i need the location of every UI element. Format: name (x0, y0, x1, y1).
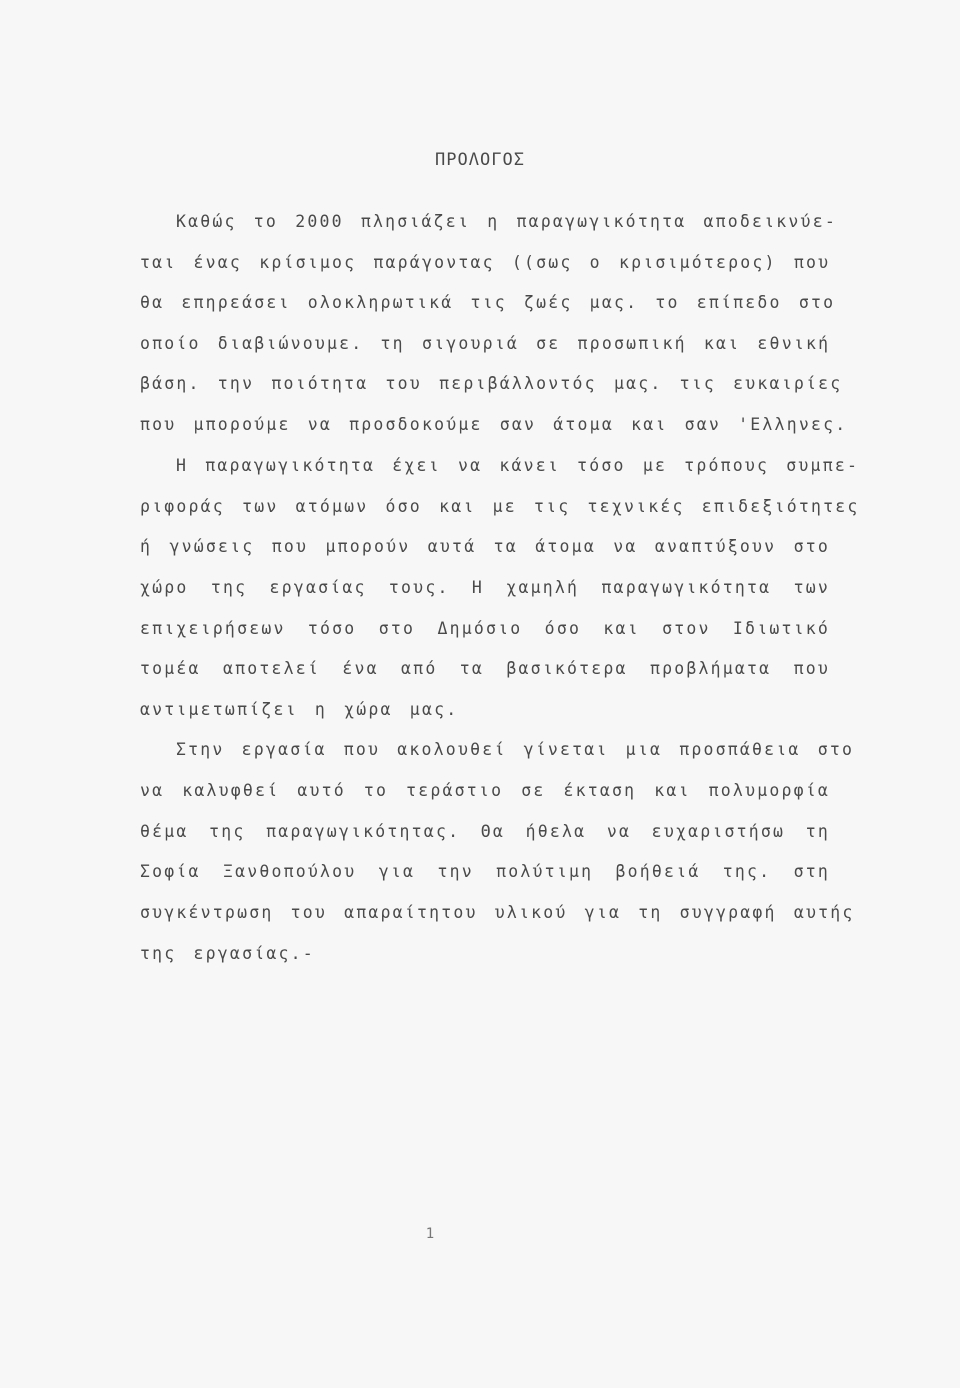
text-line: επιχειρήσεων τόσο στο Δημόσιο όσο και στον Ιδιωτικό (140, 619, 830, 638)
text-line: ή γνώσεις που μπορούν αυτά τα άτομα να αναπτύξουν στο (140, 537, 830, 556)
text-line: οποίο διαβιώνουμε. τη σιγουριά σε προσωπική και εθνική (140, 334, 831, 353)
text-line: θέμα της παραγωγικότητας. Θα ήθελα να ευχαριστήσω τη (140, 822, 830, 841)
text-line: χώρο της εργασίας τους. Η χαμηλή παραγωγικότητα των (140, 578, 830, 597)
text-line: Καθώς το 2000 πλησιάζει η παραγωγικότητα αποδεικνύε- (176, 212, 837, 231)
page-title: ΠΡΟΛΟΓΟΣ (435, 150, 525, 170)
text-line: τομέα αποτελεί ένα από τα βασικότερα προβλήματα που (140, 659, 830, 678)
text-line: αντιμετωπίζει η χώρα μας. (140, 700, 459, 719)
text-line: της εργασίας.- (140, 944, 315, 963)
page-number: 1 (425, 1226, 435, 1242)
text-line: Η παραγωγικότητα έχει να κάνει τόσο με τρόπους συμπε- (176, 456, 860, 475)
text-line: ριφοράς των ατόμων όσο και με τις τεχνικές επιδεξιότητες (140, 497, 860, 516)
text-line: συγκέντρωση του απαραίτητου υλικού για τη συγγραφή αυτής (140, 903, 855, 922)
text-line: Στην εργασία που ακολουθεί γίνεται μια προσπάθεια στο (176, 740, 855, 759)
text-line: ται ένας κρίσιμος παράγοντας ((σως ο κρισιμότερος) που (140, 253, 831, 272)
text-line: Σοφία Ξανθοπούλου για την πολύτιμη βοήθειά της. στη (140, 862, 830, 881)
text-line: θα επηρεάσει ολοκληρωτικά τις ζωές μας. το επίπεδο στο (140, 293, 836, 312)
text-line: να καλυφθεί αυτό το τεράστιο σε έκταση και πολυμορφία (140, 781, 830, 800)
text-line: βάση. την ποιότητα του περιβάλλοντός μας. τις ευκαιρίες (140, 374, 843, 393)
text-line: που μπορούμε να προσδοκούμε σαν άτομα και σαν 'Ελληνες. (140, 415, 848, 434)
